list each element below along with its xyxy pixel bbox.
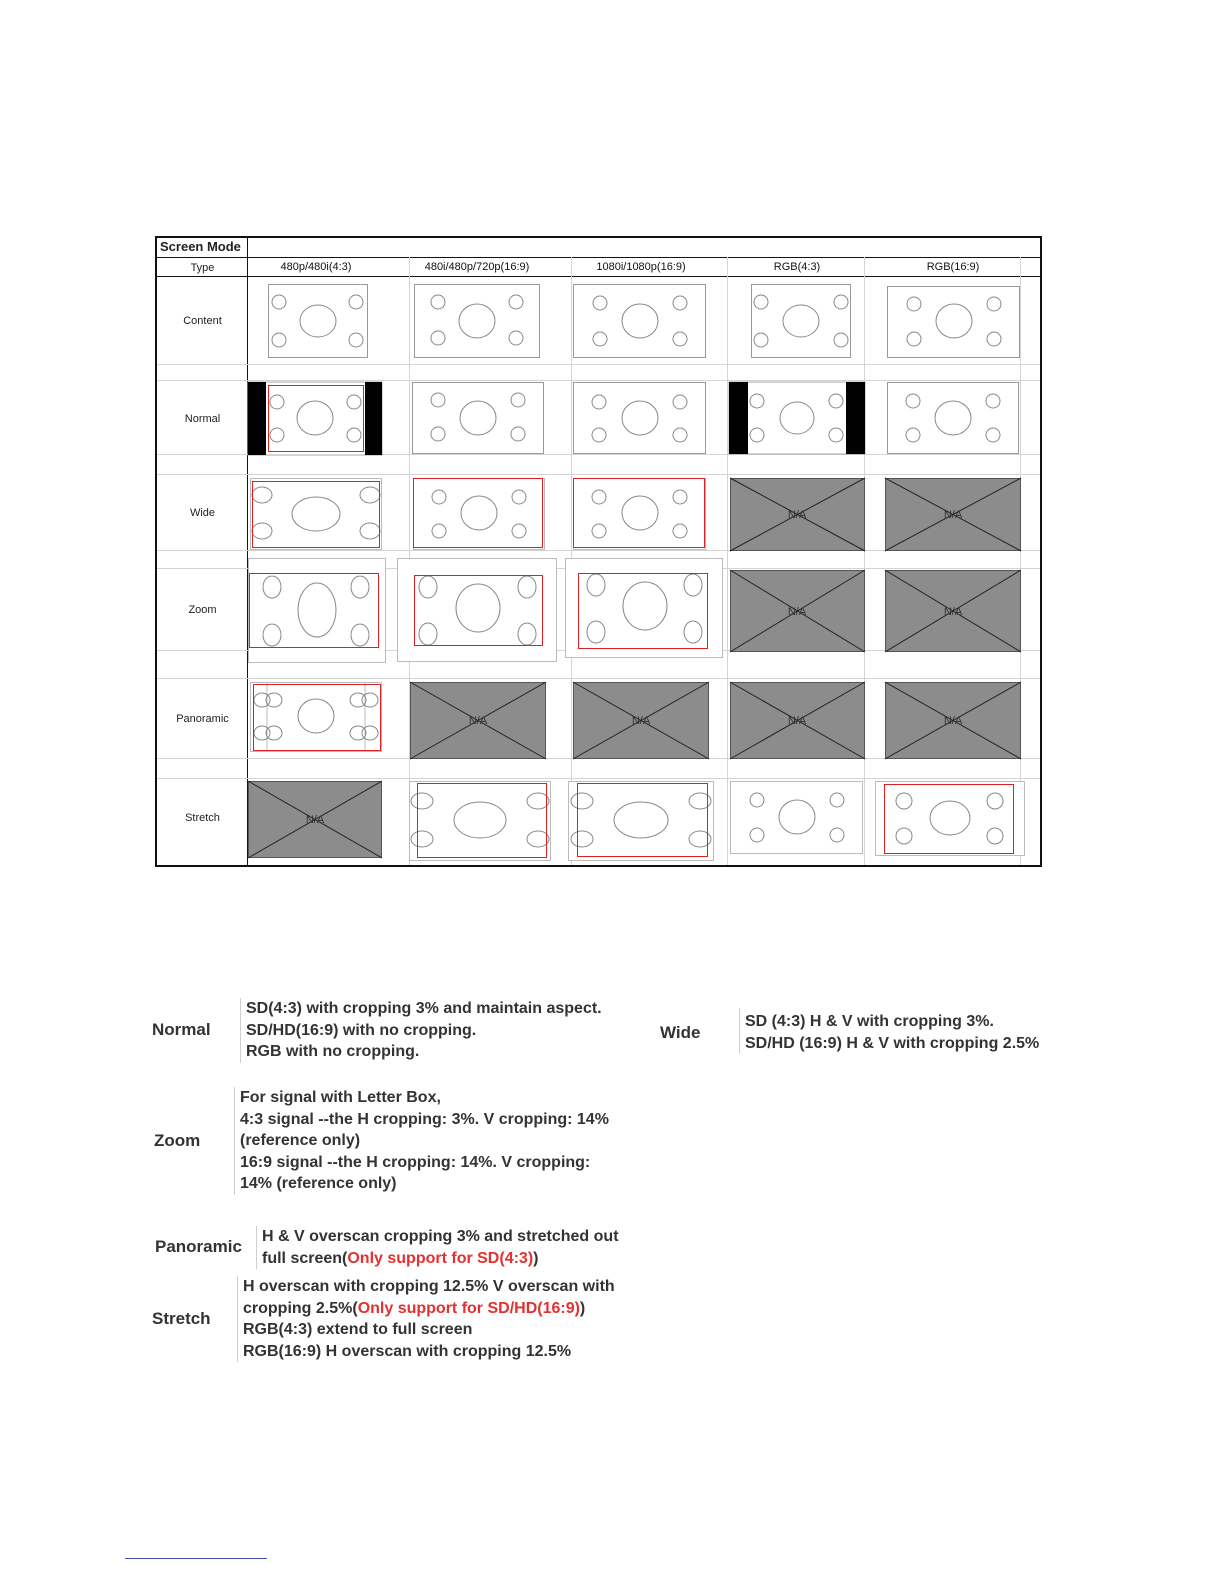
svg-text:N/A: N/A [787,509,807,521]
stretch-desc-label: Stretch [152,1309,211,1328]
zoom-desc-line: 14% (reference only) [240,1175,397,1192]
screen-mode-table [155,236,1042,867]
panoramic-na-illustration [573,682,709,759]
normal-full-illustration [887,382,1019,454]
panoramic-description [256,1226,619,1269]
wide-cropped-illustration [413,478,545,550]
normal-desc-line: SD(4:3) with cropping 3% and maintain aspect. [246,1000,602,1017]
svg-text:N/A: N/A [468,715,488,727]
stretch-desc-line: RGB(4:3) extend to full screen [243,1321,473,1338]
header-divider [157,257,1040,258]
normal-full-illustration [412,382,544,454]
type-row-divider [157,276,1040,277]
panoramic-na-illustration [410,682,546,759]
normal-desc-label: Normal [152,1020,211,1039]
svg-text:N/A: N/A [943,509,963,521]
signal-header-rgb-43: RGB(4:3) [773,261,821,273]
stretch-desc-line: RGB(16:9) H overscan with cropping 12.5% [243,1342,572,1360]
normal-description [240,998,602,1063]
panoramic-desc-line [262,1248,619,1270]
panoramic-support-note: Only support for SD(4:3) [347,1249,534,1267]
grid-line [157,364,1040,365]
svg-text:N/A: N/A [787,715,807,727]
stretch-169-illustration [409,781,551,861]
wide-description [739,1008,1039,1054]
grid-line [864,257,865,865]
row-label-zoom: Zoom [188,604,217,616]
zoom-desc-line: 4:3 signal --the H cropping: 3%. V cropping: 14% [240,1110,609,1128]
normal-full-illustration [573,382,706,454]
stretch-169-illustration [568,781,714,861]
zoom-desc-line: For signal with Letter Box, [240,1089,441,1106]
row-label-normal: Normal [184,413,221,425]
stretch-desc-suffix: ) [579,1299,586,1317]
wide-cropped-illustration [573,478,706,550]
zoom-desc-line: (reference only) [240,1132,361,1149]
type-header: Type [190,262,215,274]
wide-desc-line: SD/HD (16:9) H & V with cropping 2.5% [745,1034,1040,1052]
wide-desc-label: Wide [660,1023,701,1042]
panoramic-desc-suffix: ) [533,1249,539,1267]
panoramic-desc-label: Panoramic [155,1237,242,1256]
normal-desc-line: RGB with no cropping. [246,1043,420,1060]
wide-stretched-illustration [250,478,382,550]
wide-desc-line: SD (4:3) H & V with cropping 3%. [745,1013,994,1030]
panoramic-desc-line: H & V overscan cropping 3% and stretched out [262,1228,619,1245]
signal-header-480p-43: 480p/480i(4:3) [280,261,352,273]
stretch-desc-line: H overscan with cropping 12.5% V overscan with [243,1278,615,1295]
row-label-panoramic: Panoramic [176,713,229,725]
signal-header-720p-169: 480i/480p/720p(16:9) [424,261,530,273]
panoramic-na-illustration [730,682,865,759]
grid-line [157,474,1040,475]
grid-line [157,678,1040,679]
row-label-wide: Wide [189,507,216,519]
svg-text:N/A: N/A [305,814,325,826]
wide-na-illustration [730,478,865,551]
stretch-rgb169-illustration [875,781,1025,856]
stretch-rgb43-illustration [730,781,863,854]
content-169-illustration [573,284,706,358]
normal-pillarbox-illustration [248,382,382,455]
footnote-separator [125,1558,267,1559]
stretch-desc-prefix: cropping 2.5%( [243,1299,358,1317]
grid-line [157,380,1040,381]
svg-text:N/A: N/A [943,606,963,618]
svg-text:N/A: N/A [787,606,807,618]
stretch-na-illustration [248,781,382,858]
table-title: Screen Mode [160,239,241,254]
grid-line [1020,257,1021,865]
normal-desc-line: SD/HD(16:9) with no cropping. [246,1021,477,1039]
panoramic-desc-prefix: full screen( [262,1249,348,1267]
stretch-support-note: Only support for SD/HD(16:9) [357,1299,580,1317]
row-label-content: Content [183,315,222,327]
svg-text:N/A: N/A [631,715,651,727]
zoom-169-illustration [565,558,723,658]
signal-header-rgb-169: RGB(16:9) [926,261,980,273]
zoom-43-illustration [248,558,386,663]
grid-line [727,257,728,865]
normal-pillarbox-illustration [729,382,865,454]
stretch-desc-line [243,1298,615,1320]
zoom-na-illustration [730,570,865,652]
wide-na-illustration [885,478,1021,551]
zoom-169-illustration [397,558,557,662]
grid-line [157,778,1040,779]
stretch-description [237,1276,615,1362]
content-43-illustration [268,284,368,358]
panoramic-illustration [250,682,382,752]
zoom-na-illustration [885,570,1021,652]
zoom-description [234,1087,609,1195]
row-label-stretch: Stretch [185,812,220,824]
svg-text:N/A: N/A [943,715,963,727]
content-169-illustration [414,284,540,358]
content-43-illustration [751,284,851,358]
content-169-illustration [887,286,1020,358]
panoramic-na-illustration [885,682,1021,759]
zoom-desc-label: Zoom [154,1131,201,1150]
signal-header-1080p-169: 1080i/1080p(16:9) [596,261,686,273]
zoom-desc-line: 16:9 signal --the H cropping: 14%. V cropping: [240,1153,591,1171]
label-column-divider [247,238,248,865]
